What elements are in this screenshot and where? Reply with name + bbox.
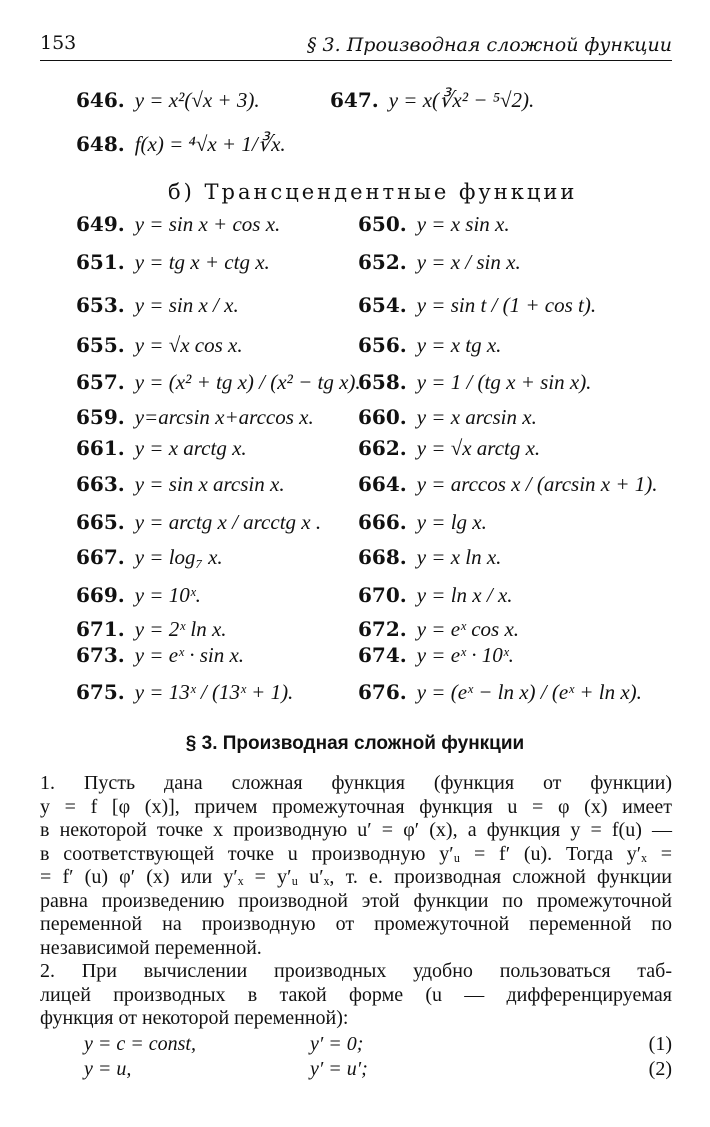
formula-row-2 (40, 1058, 672, 1082)
problem-670: 670. y = ln x / x. (358, 583, 513, 607)
problem-651: 651. y = tg x + ctg x. (76, 250, 270, 274)
subsection-heading: б) Трансцендентные функции (168, 180, 578, 204)
problem-671: 671. y = 2ˣ ln x. (76, 617, 227, 641)
formula-right: y′ = u′; (310, 1058, 368, 1080)
problem-676: 676. y = (eˣ − ln x) / (eˣ + ln x). (358, 680, 642, 704)
paragraph-line: y = f [φ (x)], причем промежуточная функция u = φ (x) имеет (40, 795, 672, 818)
problem-656: 656. y = x tg x. (358, 333, 502, 357)
paragraph-line: независимой переменной. (40, 936, 262, 959)
problem-648: 648. f(x) = ⁴√x + 1/∛x. (76, 132, 286, 156)
problem-674: 674. y = eˣ · 10ˣ. (358, 643, 514, 667)
paragraph-line: равна произведению производной этой функции по промежуточной (40, 889, 672, 912)
paragraph-line: функция от некоторой переменной): (40, 1007, 349, 1029)
paragraph-line: в соответствующей точке u производную y′ᵤ = f′ (u). Тогда y′ₓ = (40, 842, 672, 865)
problem-654: 654. y = sin t / (1 + cos t). (358, 293, 597, 317)
problem-652: 652. y = x / sin x. (358, 250, 521, 274)
problem-662: 662. y = √x arctg x. (358, 436, 541, 460)
paragraph-1 (40, 772, 672, 960)
problem-675: 675. y = 13ˣ / (13ˣ + 1). (76, 680, 294, 704)
header-rule (40, 60, 672, 61)
problem-660: 660. y = x arcsin x. (358, 405, 537, 429)
formula-number: (1) (648, 1033, 672, 1055)
paragraph-2 (40, 960, 672, 1031)
page-header (40, 30, 672, 60)
problem-658: 658. y = 1 / (tg x + sin x). (358, 370, 592, 394)
formula-number: (2) (648, 1058, 672, 1080)
problem-659: 659. y=arcsin x+arccos x. (76, 405, 314, 429)
problem-669: 669. y = 10ˣ. (76, 583, 201, 607)
running-title: § 3. Производная сложной функции (307, 34, 672, 56)
problem-649: 649. y = sin x + cos x. (76, 212, 281, 236)
formula-left: y = c = const, (84, 1033, 196, 1055)
problem-664: 664. y = arccos x / (arcsin x + 1). (358, 472, 658, 496)
formula-right: y′ = 0; (310, 1033, 364, 1055)
problem-663: 663. y = sin x arcsin x. (76, 472, 285, 496)
problem-661: 661. y = x arctg x. (76, 436, 247, 460)
paragraph-line: переменной на производную от промежуточной переменной по (40, 913, 672, 935)
problem-657: 657. y = (x² + tg x) / (x² − tg x). (76, 370, 361, 394)
paragraph-line: = f′ (u) φ′ (x) или y′ₓ = y′ᵤ u′ₓ, т. е. производная сложной функции (40, 866, 672, 888)
problem-666: 666. y = lg x. (358, 510, 487, 534)
problem-650: 650. y = x sin x. (358, 212, 510, 236)
problem-653: 653. y = sin x / x. (76, 293, 239, 317)
problem-665: 665. y = arctg x / arcctg x . (76, 510, 322, 534)
section-heading: § 3. Производная сложной функции (185, 733, 525, 754)
problem-655: 655. y = √x cos x. (76, 333, 243, 357)
paragraph-line: 1. Пусть дана сложная функция (функция от функции) (40, 772, 672, 794)
problem-668: 668. y = x ln x. (358, 545, 502, 569)
problem-646: 646. y = x²(√x + 3). (76, 88, 260, 112)
problem-667: 667. y = log₇ x. (76, 545, 223, 569)
paragraph-line: лицей производных в такой форме (u — дифференцируемая (40, 983, 672, 1006)
paragraph-line: 2. При вычислении производных удобно пользоваться таб- (40, 960, 672, 982)
problem-672: 672. y = eˣ cos x. (358, 617, 520, 641)
formula-left: y = u, (84, 1058, 132, 1080)
formula-row-1 (40, 1033, 672, 1057)
problem-673: 673. y = eˣ · sin x. (76, 643, 245, 667)
paragraph-line: в некоторой точке x производную u′ = φ′ (x), а функция y = f(u) — (40, 819, 672, 841)
page-number: 153 (40, 32, 77, 54)
problem-647: 647. y = x(∛x² − ⁵√2). (330, 88, 535, 112)
